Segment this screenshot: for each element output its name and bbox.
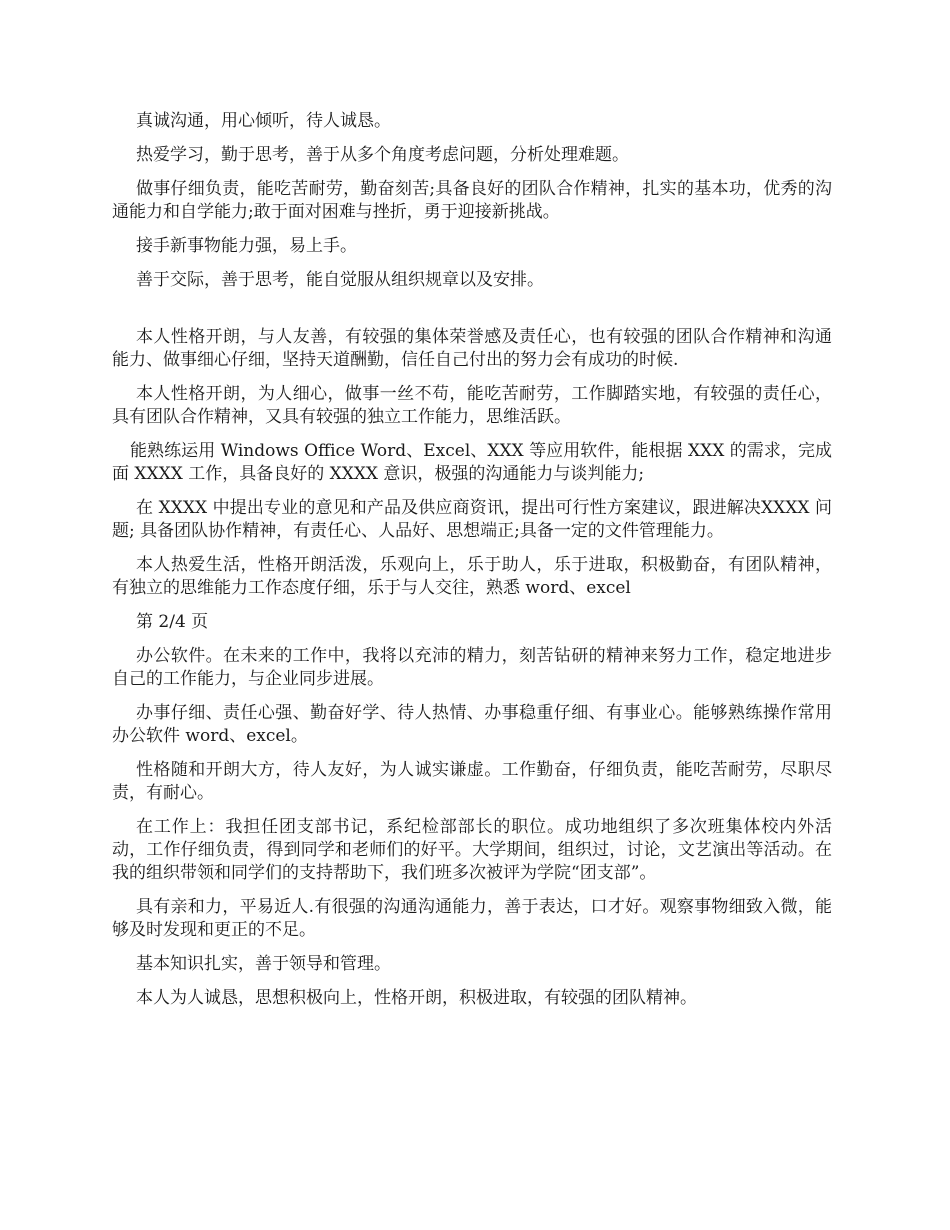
paragraph: 办事仔细、责任心强、勤奋好学、待人热情、办事稳重仔细、有事业心。能够熟练操作常用办公软件 word、excel。 — [112, 703, 832, 746]
paragraph: 善于交际，善于思考，能自觉服从组织规章以及安排。 — [136, 270, 544, 290]
paragraph: 本人为人诚恳，思想积极向上，性格开朗，积极进取，有较强的团队精神。 — [136, 988, 697, 1008]
paragraph: 本人性格开朗，为人细心，做事一丝不苟，能吃苦耐劳，工作脚踏实地，有较强的责任心，具有团队合作精神，又具有较强的独立工作能力，思维活跃。 — [112, 384, 832, 427]
paragraph: 热爱学习，勤于思考，善于从多个角度考虑问题，分析处理难题。 — [136, 145, 629, 165]
paragraph: 接手新事物能力强，易上手。 — [136, 236, 357, 256]
paragraph: 本人性格开朗，与人友善，有较强的集体荣誉感及责任心，也有较强的团队合作精神和沟通能力、做事细心仔细，坚持天道酬勤，信任自己付出的努力会有成功的时候. — [112, 327, 832, 370]
blank-line — [112, 303, 832, 326]
paragraph: 能熟练运用 Windows Office Word、Excel、XXX 等应用软件，能根据 XXX 的需求，完成面 XXXX 工作，具备良好的 XXXX 意识，极强的沟通能力与谈判能力; — [112, 441, 832, 484]
paragraph: 具有亲和力，平易近人.有很强的沟通沟通能力，善于表达，口才好。观察事物细致入微，能够及时发现和更正的不足。 — [112, 897, 832, 940]
paragraph: 基本知识扎实，善于领导和管理。 — [136, 954, 391, 974]
paragraph: 在 XXXX 中提出专业的意见和产品及供应商资讯，提出可行性方案建议，跟进解决XXXX 问题; 具备团队协作精神，有责任心、人品好、思想端正;具备一定的文件管理能力。 — [112, 498, 832, 541]
page-number-marker: 第 2/4 页 — [136, 612, 209, 632]
paragraph: 做事仔细负责，能吃苦耐劳，勤奋刻苦;具备良好的团队合作精神，扎实的基本功，优秀的沟通能力和自学能力;敢于面对困难与挫折，勇于迎接新挑战。 — [112, 179, 832, 222]
paragraph: 本人热爱生活，性格开朗活泼，乐观向上，乐于助人，乐于进取，积极勤奋，有团队精神，有独立的思维能力工作态度仔细，乐于与人交往，熟悉 word、excel — [112, 555, 832, 598]
paragraph: 在工作上：我担任团支部书记，系纪检部部长的职位。成功地组织了多次班集体校内外活动，工作仔细负责，得到同学和老师们的好平。大学期间，组织过，讨论，文艺演出等活动。在我的组织带领和同学们的支持帮助下，我们班多次被评为学院“团支部”。 — [112, 817, 832, 883]
paragraph: 办公软件。在未来的工作中，我将以充沛的精力，刻苦钻研的精神来努力工作，稳定地进步自己的工作能力，与企业同步进展。 — [112, 646, 832, 689]
paragraph: 性格随和开朗大方，待人友好，为人诚实谦虚。工作勤奋，仔细负责，能吃苦耐劳，尽职尽责，有耐心。 — [112, 760, 832, 803]
document-body — [112, 110, 832, 1021]
paragraph: 真诚沟通，用心倾听，待人诚恳。 — [136, 111, 391, 131]
